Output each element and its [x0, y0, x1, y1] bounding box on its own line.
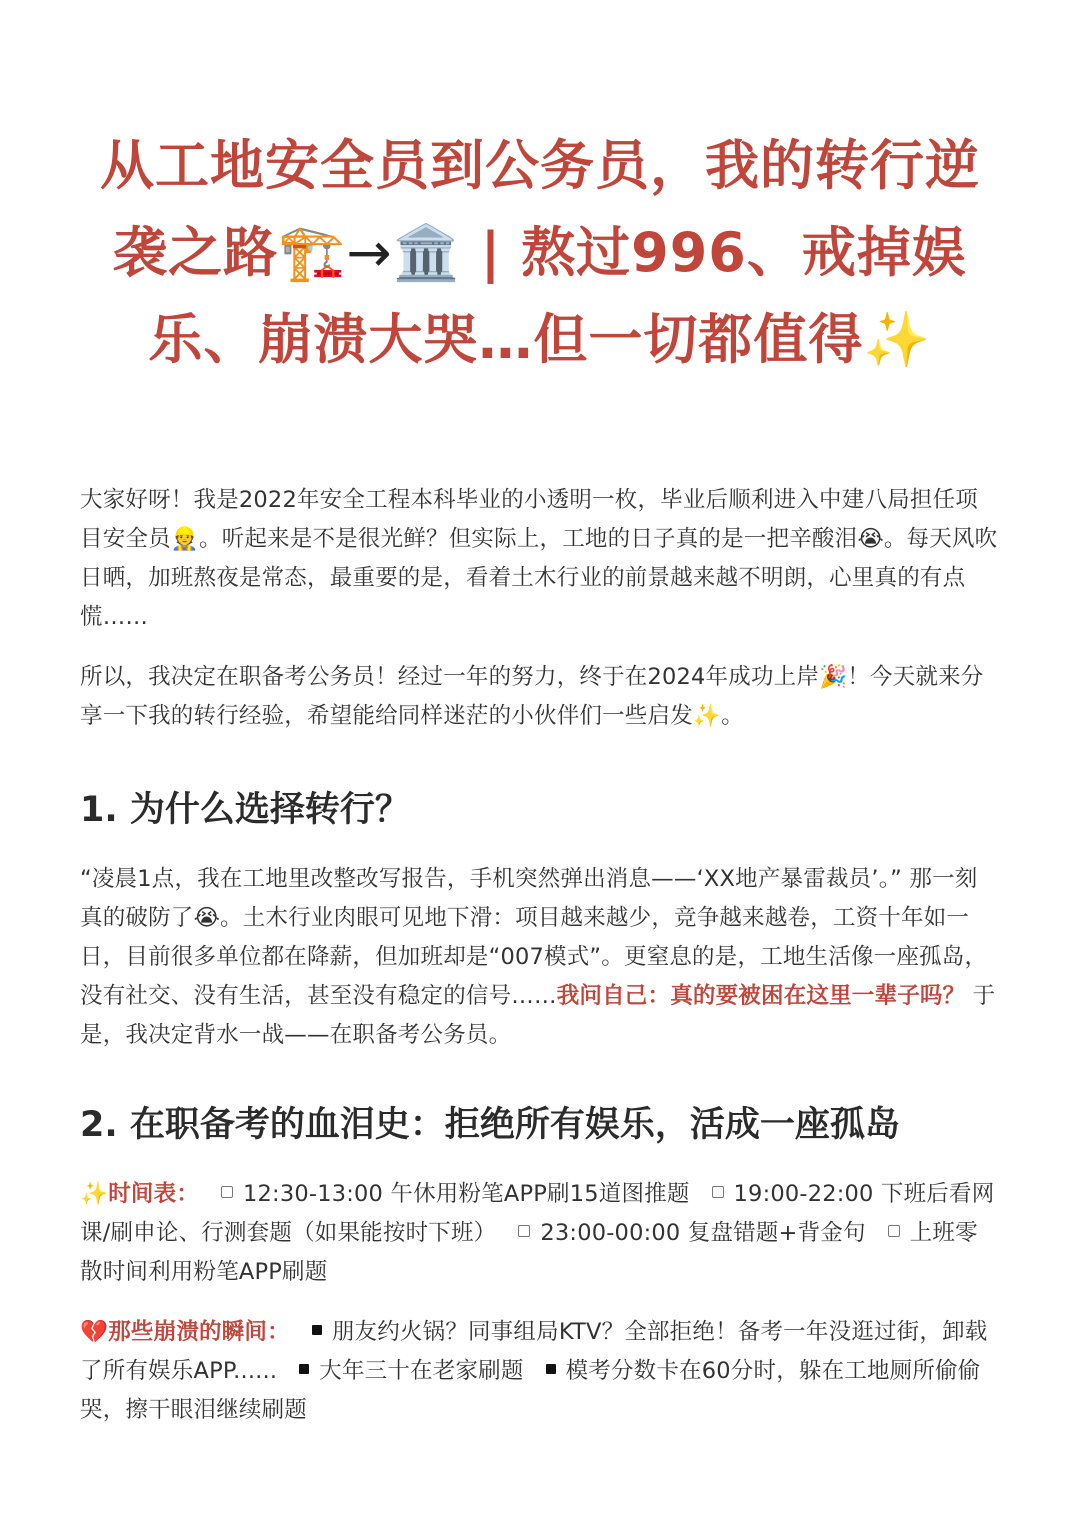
section-1-text-c: 于是，我决定背水一战——在职备考公务员。 [80, 983, 996, 1048]
title-line-2 [80, 209, 1000, 296]
section-1-text-a: “凌晨1点，我在工地里改整改写报告，手机突然弹出消息——‘XX地产暴雷裁员’。” 那一刻真的破防了 [80, 866, 978, 931]
schedule-item: 12:30-13:00 午休用粉笔APP刷15道图推题 [243, 1181, 690, 1207]
section-2-heading: 2. 在职备考的血泪史：拒绝所有娱乐，活成一座孤岛 [80, 1105, 900, 1145]
section-1-text-b: 。土木行业肉眼可见地下滑：项目越来越少，竞争越来越卷，工资十年如一日，目前很多单位都在降薪，但加班却是“007模式”。更窒息的是，工地生活像一座孤岛，没有社交、没有生活，甚至没有稳定的信号…… [80, 905, 988, 1009]
checkbox-icon [712, 1186, 724, 1198]
schedule-item: 上班零散时间利用粉笔APP刷题 [80, 1220, 978, 1285]
schedule-item: 19:00-22:00 下班后看网课/刷申论、行测套题（如果能按时下班） [80, 1181, 995, 1246]
arrow-right-icon: → [346, 221, 393, 284]
crying-face-icon: 😭 [193, 905, 221, 931]
schedule-item: 23:00-00:00 复盘错题+背金句 [540, 1220, 866, 1246]
sparkles-icon: ✨ [80, 1181, 109, 1207]
checkbox-icon [518, 1225, 530, 1237]
intro-section [80, 481, 1000, 736]
section-1-paragraph [80, 860, 1000, 1055]
breakdown-item: 朋友约火锅？同事组局KTV？全部拒绝！备考一年没逛过街，卸载了所有娱乐APP...... [80, 1319, 988, 1384]
party-popper-icon: 🎉 [819, 664, 848, 690]
title-line-2-rest: | 熬过996、戒掉娱 [460, 221, 967, 284]
intro-p2-text-c: 。 [721, 703, 744, 729]
intro-paragraph-2 [80, 658, 1000, 736]
intro-p2-text-a: 所以，我决定在职备考公务员！经过一年的努力，终于在2024年成功上岸 [80, 664, 820, 690]
schedule-block [80, 1175, 1000, 1292]
title-line-1: 从工地安全员到公务员，我的转行逆 [100, 134, 980, 197]
section-1-heading: 1. 为什么选择转行？ [80, 790, 410, 830]
bullet-square-icon [546, 1364, 556, 1374]
crying-face-icon: 😭 [857, 526, 884, 552]
sparkles-icon: ✨ [863, 308, 932, 371]
crane-icon: 🏗️ [278, 221, 347, 284]
article-title [80, 0, 1000, 383]
sparkles-icon: ✨ [692, 703, 722, 729]
checkbox-icon [221, 1186, 233, 1198]
broken-heart-icon: 💔 [80, 1319, 109, 1345]
construction-worker-icon: 👷 [170, 526, 200, 552]
schedule-label: 时间表： [108, 1181, 200, 1207]
title-line-3-text: 乐、崩溃大哭…但一切都值得 [148, 308, 864, 371]
intro-p2-text-b: ！今天就来分享一下我的转行经验，希望能给同样迷茫的小伙伴们一些启发 [80, 664, 984, 729]
intro-p1-text-b: 。听起来是不是很光鲜？但实际上，工地的日子真的是一把辛酸泪 [199, 526, 858, 552]
section-1-highlight: 我问自己：真的要被困在这里一辈子吗？ [556, 983, 966, 1009]
intro-p1-text-c: 。每天风吹日晒，加班熬夜是常态，最重要的是，看着土木行业的前景越来越不明朗，心里真的有点慌…… [80, 526, 998, 630]
bullet-square-icon [312, 1325, 322, 1335]
bullet-square-icon [299, 1364, 309, 1374]
breakdown-label: 那些崩溃的瞬间： [108, 1319, 290, 1345]
title-line-3 [80, 296, 1000, 383]
breakdown-item: 大年三十在老家刷题 [319, 1358, 524, 1384]
breakdown-block [80, 1313, 1000, 1430]
intro-paragraph-1 [80, 481, 1000, 637]
government-building-icon: 🏛️ [392, 221, 461, 284]
title-line-2-text: 袭之路 [113, 221, 279, 284]
checkbox-icon [888, 1225, 900, 1237]
breakdown-item: 模考分数卡在60分时，躲在工地厕所偷偷哭，擦干眼泪继续刷题 [80, 1358, 981, 1423]
intro-p1-text-a: 大家好呀！我是2022年安全工程本科毕业的小透明一枚，毕业后顺利进入中建八局担任项目安全员 [80, 487, 978, 552]
